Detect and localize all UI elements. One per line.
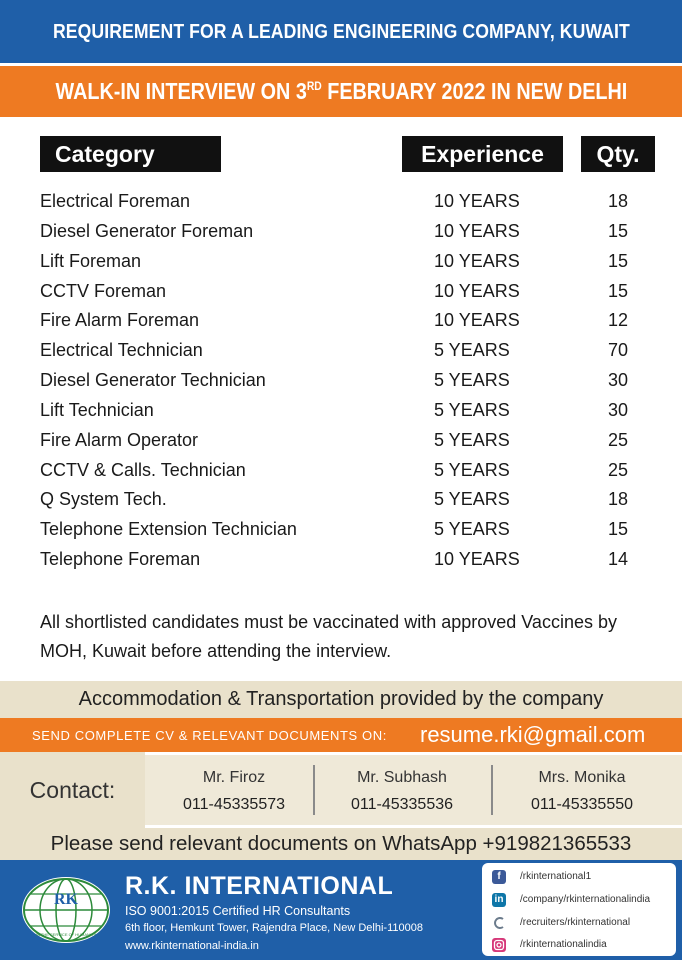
row-experience: 5 YEARS: [434, 340, 510, 361]
row-experience: 10 YEARS: [434, 250, 520, 271]
social-handle: /company/rkinternationalindia: [520, 894, 651, 905]
table-row: [0, 485, 682, 515]
contact-phone[interactable]: 011-45335550: [530, 796, 634, 813]
contact-phone[interactable]: 011-45335536: [350, 796, 454, 813]
table-row: [0, 426, 682, 456]
walkin-sup: RD: [306, 79, 322, 93]
social-handle: /rkinternationalindia: [520, 939, 607, 950]
row-qty: 18: [607, 489, 629, 510]
table-row: [0, 306, 682, 336]
table-row: [0, 396, 682, 426]
row-category: Lift Technician: [40, 399, 154, 420]
row-experience: 5 YEARS: [434, 519, 510, 540]
row-qty: 15: [607, 519, 629, 540]
row-category: CCTV & Calls. Technician: [40, 459, 246, 480]
row-category: Telephone Extension Technician: [40, 519, 297, 540]
header-experience: Experience: [402, 136, 563, 172]
company-website[interactable]: www.rkinternational-india.in: [125, 940, 259, 952]
social-handle: /recruiters/rkinternational: [520, 917, 631, 928]
row-qty: 15: [607, 220, 629, 241]
row-category: CCTV Foreman: [40, 280, 167, 301]
row-experience: 5 YEARS: [434, 370, 510, 391]
table-row: [0, 336, 682, 366]
facebook-icon: f: [492, 870, 506, 884]
accommodation-banner: [0, 681, 682, 718]
table-row: [0, 187, 682, 217]
social-handle: /rkinternational1: [520, 871, 592, 882]
contact-monika: [493, 755, 671, 825]
row-category: Lift Foreman: [40, 250, 142, 271]
contact-list: [145, 755, 682, 825]
row-experience: 5 YEARS: [434, 489, 510, 510]
row-experience: 10 YEARS: [434, 220, 520, 241]
contact-section: [0, 752, 682, 828]
header-qty: Qty.: [581, 136, 655, 172]
send-cv-label: SEND COMPLETE CV & RELEVANT DOCUMENTS ON:: [32, 728, 387, 743]
row-category: Electrical Foreman: [40, 191, 191, 211]
instagram-icon: [492, 938, 506, 952]
row-qty: 30: [607, 370, 629, 391]
table-row: [0, 217, 682, 247]
company-cert: ISO 9001:2015 Certified HR Consultants: [125, 904, 351, 918]
social-facebook[interactable]: [492, 868, 672, 888]
row-category: Electrical Technician: [40, 340, 203, 361]
header-category: Category: [40, 136, 221, 172]
table-row: [0, 247, 682, 277]
whatsapp-banner: [0, 828, 682, 860]
row-experience: 10 YEARS: [434, 310, 520, 331]
contact-subhash: [313, 755, 491, 825]
contact-name: Mr. Subhash: [357, 769, 447, 786]
email-link[interactable]: resume.rki@gmail.com: [420, 722, 646, 747]
row-qty: 30: [607, 399, 629, 420]
social-instagram[interactable]: [492, 936, 672, 956]
vaccination-note: All shortlisted candidates must be vaccinated with approved Vaccines by MOH, Kuwait before attending the interview.: [40, 612, 617, 661]
contact-phone[interactable]: 011-45335573: [182, 796, 286, 813]
rk-globe-logo-icon: [18, 874, 114, 950]
linkedin-icon: in: [492, 893, 506, 907]
row-qty: 12: [607, 310, 629, 331]
row-qty: 15: [607, 280, 629, 301]
row-qty: 15: [607, 250, 629, 271]
contact-label: Contact:: [0, 752, 145, 828]
row-experience: 10 YEARS: [434, 549, 520, 570]
social-links: [482, 863, 676, 956]
row-experience: 5 YEARS: [434, 429, 510, 450]
table-row: [0, 456, 682, 486]
contact-name: Mrs. Monika: [538, 769, 626, 786]
row-qty: 70: [607, 340, 629, 361]
table-row: [0, 277, 682, 307]
row-category: Diesel Generator Technician: [40, 370, 266, 391]
contact-firoz: [145, 755, 323, 825]
accommodation-text: Accommodation & Transportation provided by the company: [78, 688, 604, 710]
row-category: Fire Alarm Foreman: [40, 310, 200, 331]
logo-tagline: IN THE SERVICE OF HUMANITY: [35, 932, 97, 937]
table-row: [0, 545, 682, 575]
requirement-title: REQUIREMENT FOR A LEADING ENGINEERING COMPANY, KUWAIT: [52, 19, 630, 43]
contact-name: Mr. Firoz: [202, 769, 266, 786]
send-cv-banner: [0, 718, 682, 752]
row-qty: 25: [607, 459, 629, 480]
row-qty: 25: [607, 429, 629, 450]
positions-table: [0, 187, 682, 575]
social-recruiters[interactable]: [492, 914, 672, 934]
social-linkedin[interactable]: [492, 891, 672, 911]
table-row: [0, 366, 682, 396]
walkin-banner: [0, 66, 682, 117]
recruiters-icon: [492, 916, 506, 930]
row-category: Q System Tech.: [40, 489, 167, 510]
walkin-prefix: WALK-IN INTERVIEW ON 3: [55, 78, 307, 104]
walkin-suffix: FEBRUARY 2022 IN NEW DELHI: [321, 78, 627, 104]
row-category: Diesel Generator Foreman: [40, 220, 254, 241]
row-category: Fire Alarm Operator: [40, 429, 199, 450]
row-experience: 10 YEARS: [434, 191, 520, 211]
row-experience: 5 YEARS: [434, 399, 510, 420]
logo-text: RK: [54, 891, 78, 908]
row-qty: 14: [607, 549, 629, 570]
company-name: R.K. INTERNATIONAL: [125, 872, 394, 900]
requirement-banner: [0, 0, 682, 66]
table-row: [0, 515, 682, 545]
walkin-title: [55, 78, 627, 105]
whatsapp-text: Please send relevant documents on WhatsApp +919821365533: [50, 832, 632, 855]
row-experience: 10 YEARS: [434, 280, 520, 301]
company-address: 6th floor, Hemkunt Tower, Rajendra Place, New Delhi-110008: [125, 922, 423, 934]
row-experience: 5 YEARS: [434, 459, 510, 480]
row-category: Telephone Foreman: [40, 549, 201, 570]
row-qty: 18: [607, 191, 629, 211]
